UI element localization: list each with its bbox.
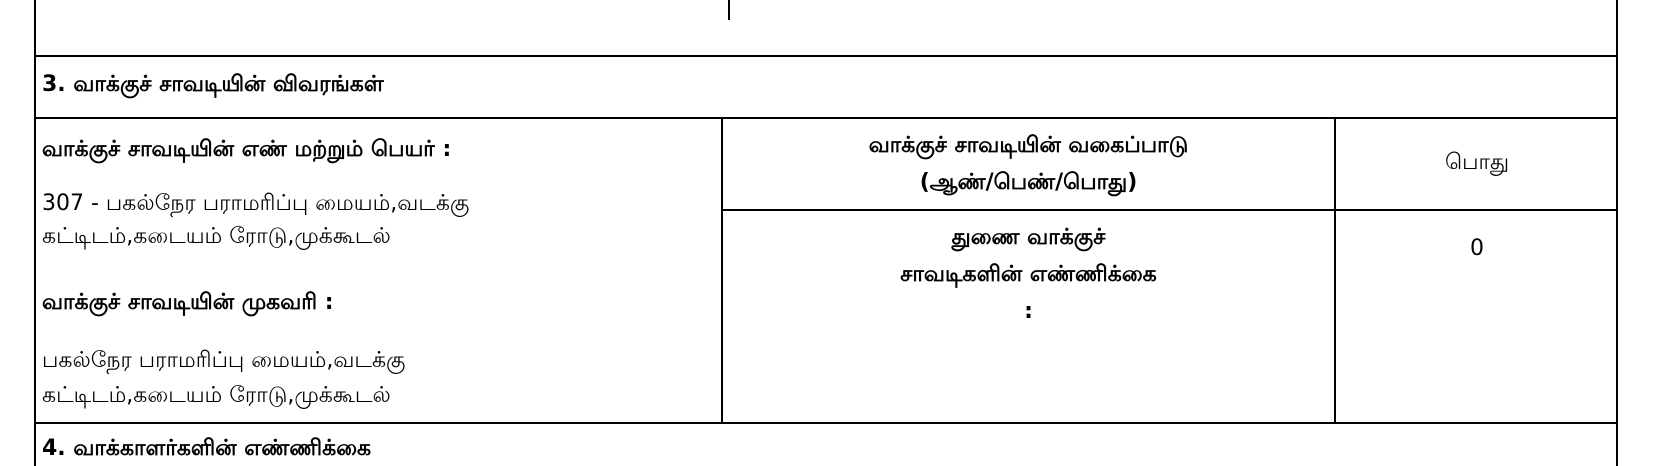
category-label-line2: (ஆண்/பெண்/பொது) xyxy=(919,170,1138,195)
section4-heading: 4. வாக்காளர்களின் எண்ணிக்கை xyxy=(42,436,372,461)
aux-booth-label-line2: சாவடிகளின் எண்ணிக்கை xyxy=(900,262,1157,287)
rule-above-section3 xyxy=(34,55,1618,57)
booth-address-label: வாக்குச் சாவடியின் முகவரி : xyxy=(42,290,334,315)
booth-address-line1: பகல்நேர பராமரிப்பு மையம்,வடக்கு xyxy=(42,348,406,373)
booth-name-line2: கட்டிடம்,கடையம் ரோடு,முக்கூடல் xyxy=(42,224,391,249)
aux-booth-label-line3: : xyxy=(1024,299,1033,324)
section3-heading: 3. வாக்குச் சாவடியின் விவரங்கள் xyxy=(42,72,384,97)
booth-address-line2: கட்டிடம்,கடையம் ரோடு,முக்கூடல் xyxy=(42,383,391,408)
rule-below-section3-heading xyxy=(34,117,1618,119)
category-value: பொது xyxy=(1444,150,1510,175)
booth-name-label: வாக்குச் சாவடியின் எண் மற்றும் பெயர் : xyxy=(42,137,452,162)
category-label-line1: வாக்குச் சாவடியின் வகைப்பாடு xyxy=(868,133,1189,158)
aux-booth-label-line1: துணை வாக்குச் xyxy=(951,225,1106,250)
top-cell-divider xyxy=(728,0,730,20)
aux-booth-count-value: 0 xyxy=(1470,236,1484,261)
rule-above-section4 xyxy=(34,422,1618,424)
booth-name-line1: 307 - பகல்நேர பராமரிப்பு மையம்,வடக்கு xyxy=(42,191,470,216)
rule-middle-right xyxy=(722,209,1618,211)
